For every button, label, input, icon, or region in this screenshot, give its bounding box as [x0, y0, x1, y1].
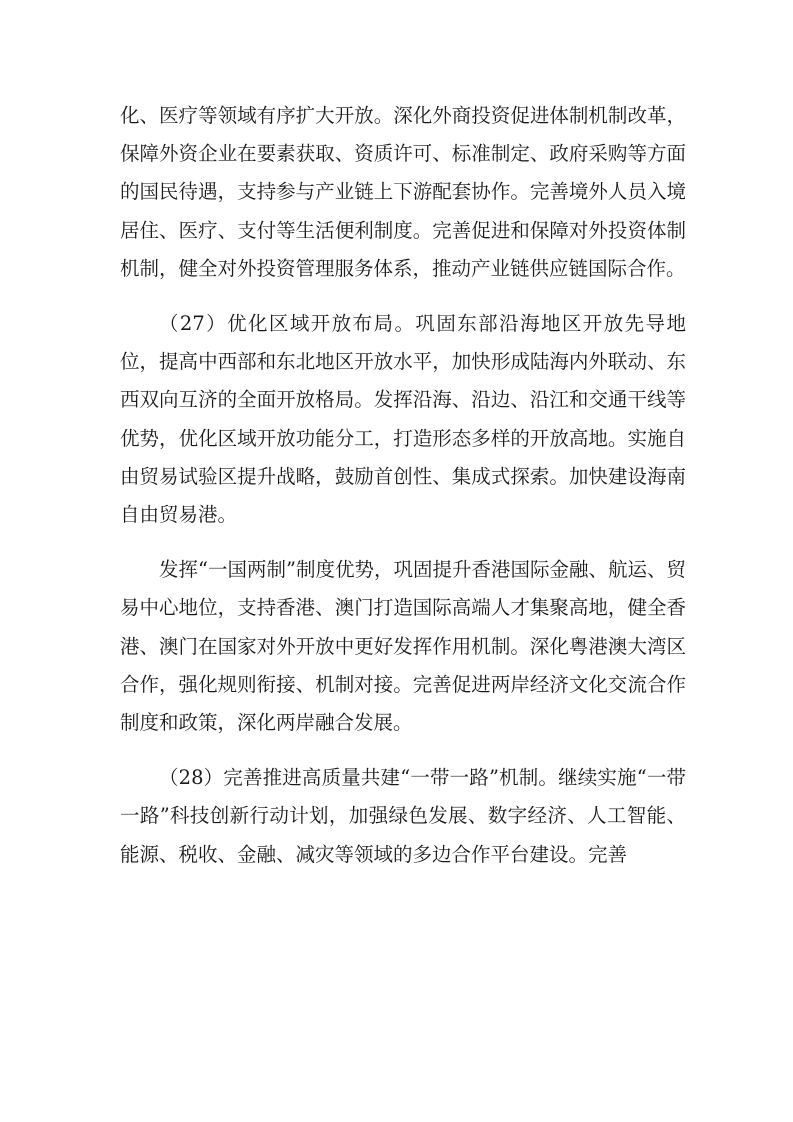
paragraph-one-country-two-systems: 发挥“一国两制”制度优势，巩固提升香港国际金融、航运、贸易中心地位，支持香港、澳门打造国际高端人才集聚高地，健全香港、澳门在国家对外开放中更好发挥作用机制。深化粤港澳大湾区合作，强化规则衔接、机制对接。完善促进两岸经济文化交流合作制度和政策，深化两岸融合发展。: [120, 558, 686, 735]
paragraph-27: （27）优化区域开放布局。巩固东部沿海地区开放先导地位，提高中西部和东北地区开放水平，加快形成陆海内外联动、东西双向互济的全面开放格局。发挥沿海、沿边、沿江和交通干线等优势，优化区域开放功能分工，打造形态多样的开放高地。实施自由贸易试验区提升战略，鼓励首创性、集成式探索。加快建设海南自由贸易港。: [120, 312, 686, 527]
paragraph-continued: 化、医疗等领域有序扩大开放。深化外商投资促进体制机制改革，保障外资企业在要素获取、资质许可、标准制定、政府采购等方面的国民待遇，支持参与产业链上下游配套协作。完善境外人员入境居住、医疗、支付等生活便利制度。完善促进和保障对外投资体制机制，健全对外投资管理服务体系，推动产业链供应链国际合作。: [120, 104, 686, 280]
document-body: [120, 97, 686, 874]
paragraph-28: （28）完善推进高质量共建“一带一路”机制。继续实施“一带一路”科技创新行动计划，加强绿色发展、数字经济、人工智能、能源、税收、金融、减灾等领域的多边合作平台建设。完善: [120, 766, 686, 866]
